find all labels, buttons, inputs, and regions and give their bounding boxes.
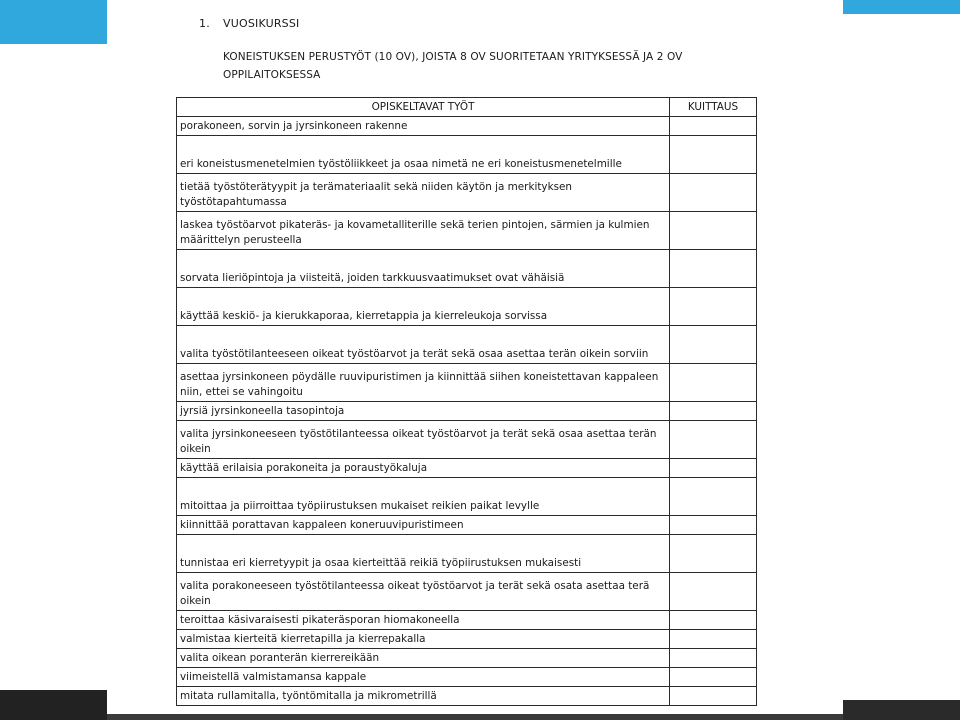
heading-title: VUOSIKURSSI [223,17,300,30]
header-signoff: KUITTAUS [670,98,757,117]
task-cell [177,687,670,706]
decorative-banner-top-left [0,0,107,44]
table-row [177,136,757,174]
task-cell [177,611,670,630]
signoff-cell[interactable] [670,364,757,402]
task-text: mitata rullamitalla, työntömitalla ja mikrometrillä [180,690,437,702]
header-tasks: OPISKELTAVAT TYÖT [177,98,670,117]
table-row [177,478,757,516]
signoff-cell[interactable] [670,136,757,174]
signoff-cell[interactable] [670,516,757,535]
document-heading [199,17,299,30]
task-cell [177,136,670,174]
task-text: eri koneistusmenetelmien työstöliikkeet ja osaa nimetä ne eri koneistusmenetelmille [180,158,622,170]
signoff-cell[interactable] [670,459,757,478]
document-page [107,0,843,714]
signoff-cell[interactable] [670,421,757,459]
signoff-cell[interactable] [670,117,757,136]
task-cell [177,573,670,611]
decorative-banner-bottom-left [0,690,107,720]
task-cell [177,516,670,535]
task-cell [177,478,670,516]
signoff-cell[interactable] [670,535,757,573]
signoff-cell[interactable] [670,668,757,687]
table-row [177,117,757,136]
table-header-row [177,98,757,117]
task-text: tietää työstöterätyypit ja terämateriaalit sekä niiden käytön ja merkityksen työstötapahtumassa [180,181,572,208]
task-cell [177,630,670,649]
task-text: laskea työstöarvot pikateräs- ja kovametalliterille sekä terien pintojen, särmien ja kulmien määrittelyn perusteella [180,219,650,246]
table-row [177,535,757,573]
task-text: mitoittaa ja piirroittaa työpiirustuksen mukaiset reikien paikat levylle [180,500,540,512]
task-text: käyttää keskiö- ja kierukkaporaa, kierretappia ja kierreleukoja sorvissa [180,310,548,322]
signoff-cell[interactable] [670,174,757,212]
task-text: käyttää erilaisia porakoneita ja poraustyökaluja [180,462,428,474]
tasks-table [176,97,757,706]
table-row [177,402,757,421]
task-cell [177,250,670,288]
table-row [177,421,757,459]
decorative-banner-top-right [843,0,960,14]
task-text: valita oikean poranterän kierrereikään [180,652,380,664]
task-text: kiinnittää porattavan kappaleen koneruuvipuristimeen [180,519,464,531]
task-cell [177,174,670,212]
heading-number: 1. [199,17,210,30]
task-cell [177,288,670,326]
task-text: valita työstötilanteeseen oikeat työstöarvot ja terät sekä osaa asettaa terän oikein sorviin [180,348,649,360]
task-cell [177,459,670,478]
table-row [177,174,757,212]
task-text: tunnistaa eri kierretyypit ja osaa kierteittää reikiä työpiirustuksen mukaisesti [180,557,582,569]
task-text: porakoneen, sorvin ja jyrsinkoneen rakenne [180,120,408,132]
task-cell [177,668,670,687]
signoff-cell[interactable] [670,250,757,288]
signoff-cell[interactable] [670,630,757,649]
signoff-cell[interactable] [670,611,757,630]
task-text: asettaa jyrsinkoneen pöydälle ruuvipuristimen ja kiinnittää siihen koneistettavan kappaleen niin, ettei se vahingoitu [180,371,659,398]
signoff-cell[interactable] [670,212,757,250]
task-cell [177,117,670,136]
table-row [177,611,757,630]
task-text: jyrsiä jyrsinkoneella tasopintoja [180,405,345,417]
signoff-cell[interactable] [670,326,757,364]
table-row [177,668,757,687]
task-cell [177,402,670,421]
task-text: valita porakoneeseen työstötilanteessa oikeat työstöarvot ja terät sekä osata asettaa terä oikein [180,580,650,607]
decorative-bottom-strip [107,714,960,720]
task-text: sorvata lieriöpintoja ja viisteitä, joiden tarkkuusvaatimukset ovat vähäisiä [180,272,565,284]
signoff-cell[interactable] [670,402,757,421]
task-text: teroittaa käsivaraisesti pikateräsporan hiomakoneella [180,614,460,626]
document-subtitle [223,48,723,84]
table-row [177,250,757,288]
table-row [177,326,757,364]
task-cell [177,535,670,573]
table-row [177,687,757,706]
table-row [177,459,757,478]
table-row [177,288,757,326]
table-row [177,364,757,402]
task-cell [177,212,670,250]
decorative-banner-bottom-right [843,700,960,720]
task-text: valmistaa kierteitä kierretapilla ja kierrepakalla [180,633,426,645]
task-text: valita jyrsinkoneeseen työstötilanteessa oikeat työstöarvot ja terät sekä osaa asettaa terän oikein [180,428,657,455]
table-row [177,212,757,250]
signoff-cell[interactable] [670,478,757,516]
table-row [177,516,757,535]
subtitle-line-1: KONEISTUKSEN PERUSTYÖT (10 OV), JOISTA 8 OV SUORITETAAN YRITYKSESSÄ JA 2 OV [223,51,683,63]
task-cell [177,421,670,459]
subtitle-line-2: OPPILAITOKSESSA [223,69,321,81]
signoff-cell[interactable] [670,649,757,668]
task-cell [177,326,670,364]
table-row [177,649,757,668]
task-cell [177,364,670,402]
signoff-cell[interactable] [670,687,757,706]
signoff-cell[interactable] [670,573,757,611]
table-row [177,573,757,611]
table-row [177,630,757,649]
signoff-cell[interactable] [670,288,757,326]
task-cell [177,649,670,668]
task-text: viimeistellä valmistamansa kappale [180,671,367,683]
